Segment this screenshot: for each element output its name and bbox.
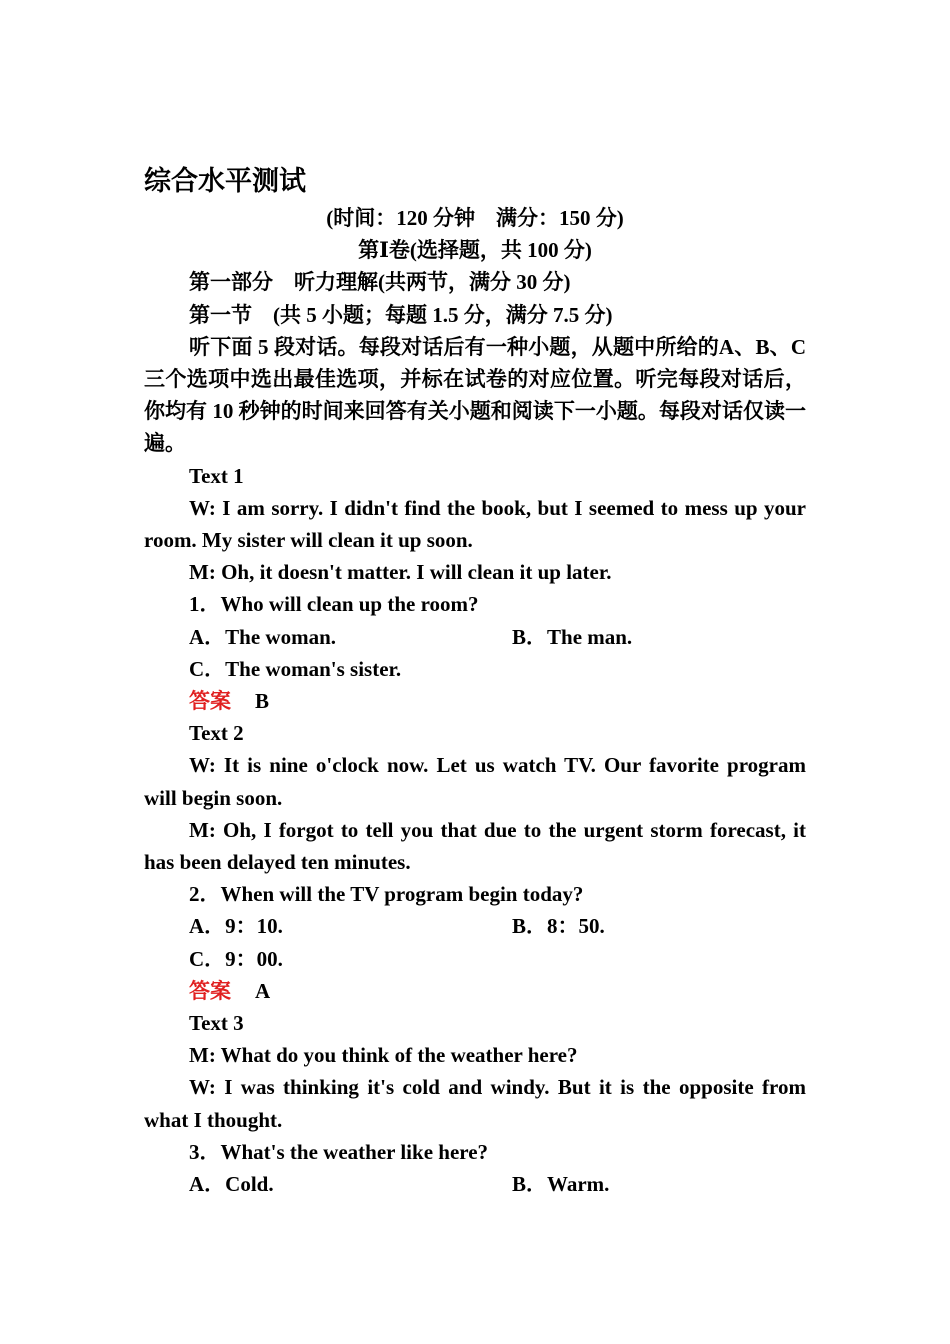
exam-page bbox=[144, 162, 806, 1200]
option-b: B．8：50. bbox=[512, 914, 605, 939]
options-row bbox=[144, 1168, 806, 1200]
text-label: Text 2 bbox=[189, 721, 244, 746]
answer-value: A bbox=[255, 978, 271, 1003]
instructions: 听下面 5 段对话。每段对话后有一种小题，从题中所给的A、B、C 三个选项中选出最佳选项，并标在试卷的对应位置。听完每段对话后，你均有 10 秒钟的时间来回答有关小题和阅读下一小题。每段对话仅读一遍。 bbox=[144, 334, 806, 456]
option-a: A．Cold. bbox=[189, 1172, 274, 1197]
time-score-line: (时间：120 分钟 满分：150 分) bbox=[326, 206, 624, 230]
dialogue-line: M: Oh, it doesn't matter. I will clean it up later. bbox=[189, 560, 612, 585]
part-heading: 第一部分 听力理解(共两节，满分 30 分) bbox=[189, 270, 571, 295]
options-row bbox=[144, 621, 806, 653]
question: 1．Who will clean up the room? bbox=[189, 592, 479, 617]
section-heading: 第一节 (共 5 小题；每题 1.5 分，满分 7.5 分) bbox=[189, 302, 613, 327]
option-c: C．9：00. bbox=[189, 946, 283, 971]
option-a: A．9：10. bbox=[189, 914, 283, 939]
dialogue-line: W: It is nine o'clock now. Let us watch TV. Our favorite program will begin soon. bbox=[144, 753, 806, 810]
answer-label: 答案 bbox=[189, 978, 231, 1003]
dialogue-line: W: I was thinking it's cold and windy. But it is the opposite from what I thought. bbox=[144, 1075, 806, 1132]
answer-line bbox=[144, 975, 806, 1007]
dialogue-line: M: What do you think of the weather here? bbox=[189, 1043, 578, 1068]
answer-label: 答案 bbox=[189, 689, 231, 714]
text-label: Text 1 bbox=[189, 463, 244, 488]
text-label: Text 3 bbox=[189, 1011, 244, 1036]
option-c: C．The woman's sister. bbox=[189, 656, 402, 681]
question: 3．What's the weather like here? bbox=[189, 1139, 489, 1164]
question: 2．When will the TV program begin today? bbox=[189, 882, 584, 907]
dialogue-line: W: I am sorry. I didn't find the book, but I seemed to mess up your room. My sister will clean it up soon. bbox=[144, 495, 806, 553]
option-a: A．The woman. bbox=[189, 624, 337, 649]
options-row bbox=[144, 910, 806, 942]
option-b: B．Warm. bbox=[512, 1172, 610, 1197]
answer-line bbox=[144, 685, 806, 717]
volume-heading: 第Ⅰ卷(选择题，共 100 分) bbox=[358, 238, 592, 263]
option-b: B．The man. bbox=[512, 624, 633, 649]
dialogue-line: M: Oh, I forgot to tell you that due to the urgent storm forecast, it has been delayed ten minutes. bbox=[144, 817, 806, 875]
page-title: 综合水平测试 bbox=[144, 166, 306, 197]
answer-value: B bbox=[255, 689, 270, 714]
